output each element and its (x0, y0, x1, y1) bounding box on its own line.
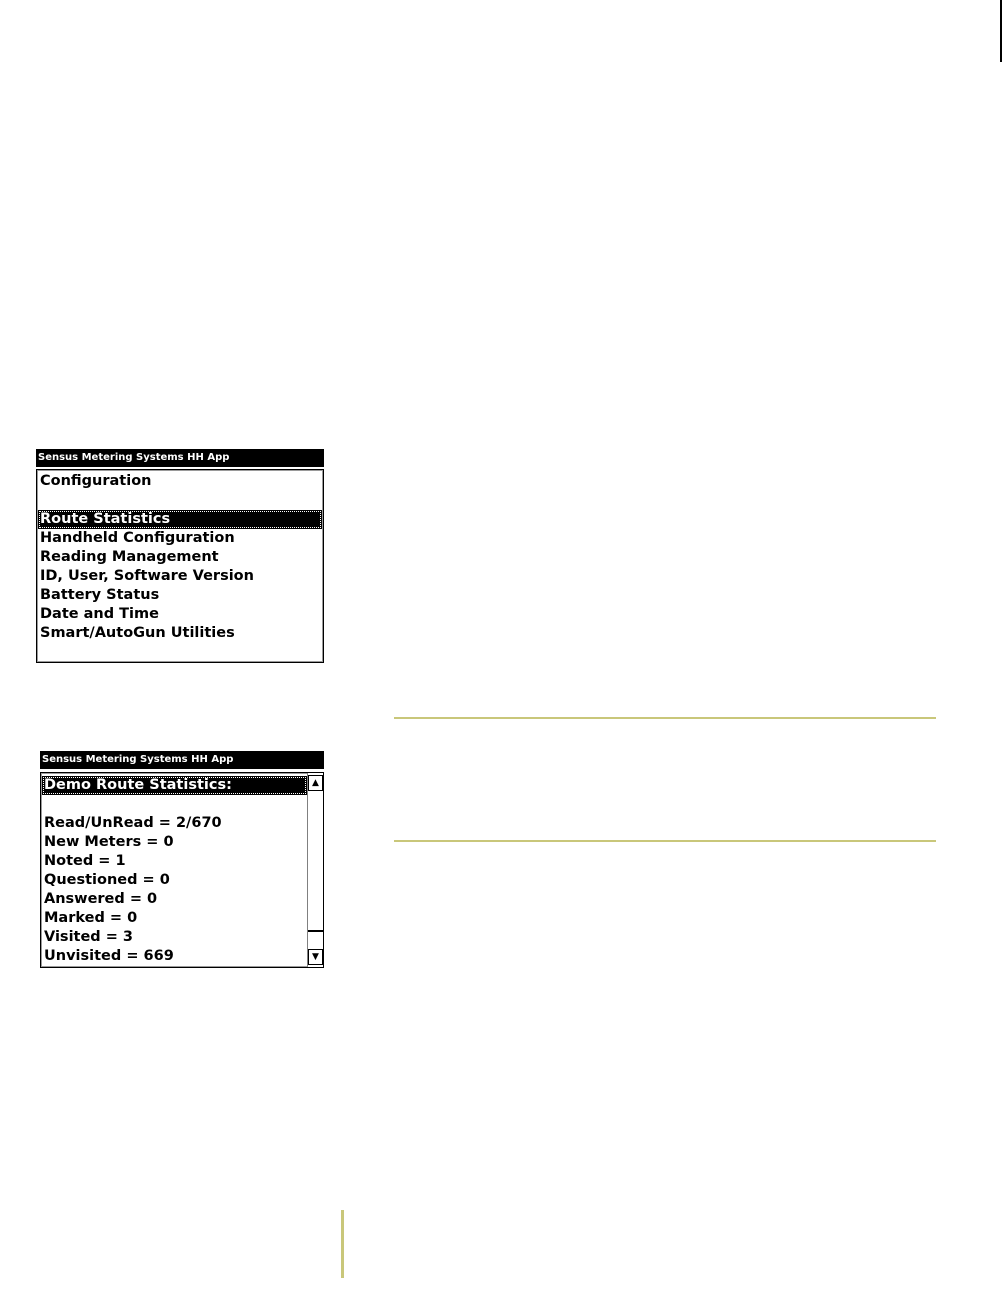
footer-rule (341, 1210, 344, 1278)
vertical-scrollbar[interactable] (307, 773, 323, 967)
menu-item-handheld-configuration[interactable]: Handheld Configuration (40, 530, 235, 546)
stat-answered: Answered = 0 (44, 891, 158, 907)
divider-rule-top (394, 717, 936, 719)
menu-item-date-and-time[interactable]: Date and Time (40, 606, 159, 622)
app-title-bar: Sensus Metering Systems HH App (40, 751, 324, 769)
config-heading: Configuration (40, 473, 152, 489)
config-menu-panel (36, 469, 324, 663)
route-stats-list (42, 776, 307, 966)
route-stats-screen (40, 751, 324, 968)
divider-rule-bottom (394, 840, 936, 842)
stat-marked: Marked = 0 (44, 910, 138, 926)
stat-noted: Noted = 1 (44, 853, 126, 869)
scroll-down-arrow-icon[interactable]: ▼ (308, 949, 323, 965)
stat-unvisited: Unvisited = 669 (44, 948, 174, 964)
route-stats-panel (40, 772, 324, 968)
scroll-up-arrow-icon[interactable]: ▲ (308, 775, 323, 791)
menu-item-id-user-software-version[interactable]: ID, User, Software Version (40, 568, 254, 584)
stat-new-meters: New Meters = 0 (44, 834, 174, 850)
blank-row (38, 491, 322, 510)
blank-row (42, 795, 307, 814)
scroll-thumb[interactable] (308, 930, 323, 932)
stat-visited: Visited = 3 (44, 929, 134, 945)
stats-heading[interactable]: Demo Route Statistics: (42, 776, 307, 795)
stat-read-unread: Read/UnRead = 2/670 (44, 815, 222, 831)
menu-item-route-statistics[interactable]: Route Statistics (38, 510, 322, 529)
app-title-bar: Sensus Metering Systems HH App (36, 449, 324, 467)
config-menu-list (38, 472, 322, 643)
menu-item-reading-management[interactable]: Reading Management (40, 549, 219, 565)
config-screen (36, 449, 324, 663)
page-edge-rule (1000, 0, 1002, 62)
menu-item-smart-autogun-utilities[interactable]: Smart/AutoGun Utilities (40, 625, 235, 641)
stat-questioned: Questioned = 0 (44, 872, 170, 888)
menu-item-battery-status[interactable]: Battery Status (40, 587, 160, 603)
